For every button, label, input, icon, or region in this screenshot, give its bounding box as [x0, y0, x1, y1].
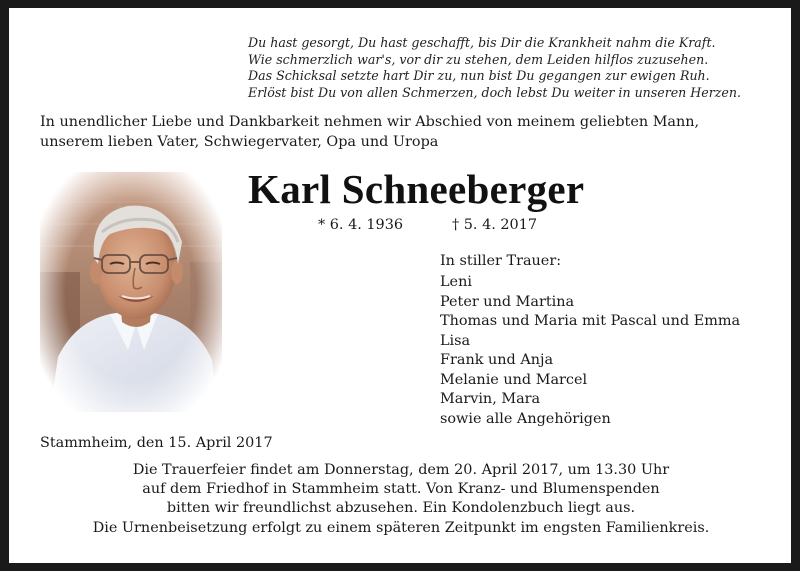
- mourner-name: Marvin, Mara: [440, 391, 541, 407]
- birth-date: * 6. 4. 1936: [318, 217, 404, 233]
- funeral-details: [40, 461, 762, 538]
- farewell-introduction: [40, 112, 770, 152]
- footer-line: Die Urnenbeisetzung erfolgt zu einem späteren Zeitpunkt im engsten Familienkreis.: [92, 519, 710, 536]
- poem-line: Wie schmerzlich war's, vor dir zu stehen, dem Leiden hilflos zuzusehen.: [248, 51, 709, 67]
- poem-line: Du hast gesorgt, Du hast geschafft, bis Dir die Krankheit nahm die Kraft.: [248, 35, 716, 50]
- mourner-name: Lisa: [440, 332, 471, 349]
- place-and-date: Stammheim, den 15. April 2017: [40, 435, 273, 451]
- mourner-name: Thomas und Maria mit Pascal und Emma: [440, 313, 741, 329]
- mourners-list: [440, 252, 780, 429]
- mourner-name: Peter und Martina: [440, 293, 575, 310]
- footer-line: Die Trauerfeier findet am Donnerstag, dem 20. April 2017, um 13.30 Uhr: [132, 462, 670, 478]
- intro-line: unserem lieben Vater, Schwiegervater, Opa und Uropa: [40, 134, 439, 150]
- mourner-name: sowie alle Angehörigen: [440, 410, 611, 427]
- poem-line: Das Schicksal setzte hart Dir zu, nun bist Du gegangen zur ewigen Ruh.: [248, 68, 710, 84]
- death-date: † 5. 4. 2017: [452, 217, 538, 233]
- poem-line: Erlöst bist Du von allen Schmerzen, doch lebst Du weiter in unseren Herzen.: [248, 84, 741, 100]
- footer-line: auf dem Friedhof in Stammheim statt. Von Kranz- und Blumenspenden: [142, 481, 660, 498]
- intro-line: In unendlicher Liebe und Dankbarkeit nehmen wir Abschied von meinem geliebten Mann,: [40, 114, 700, 130]
- footer-line: bitten wir freundlichst abzusehen. Ein Kondolenzbuch liegt aus.: [166, 500, 636, 517]
- memorial-poem: [248, 35, 778, 101]
- portrait-photo: [40, 172, 222, 412]
- deceased-name: Karl Schneeberger: [248, 166, 585, 212]
- mourner-name: Frank und Anja: [440, 352, 554, 368]
- mourner-name: Leni: [440, 274, 472, 290]
- mourner-name: Melanie und Marcel: [440, 371, 588, 388]
- mourners-heading: In stiller Trauer:: [440, 253, 562, 269]
